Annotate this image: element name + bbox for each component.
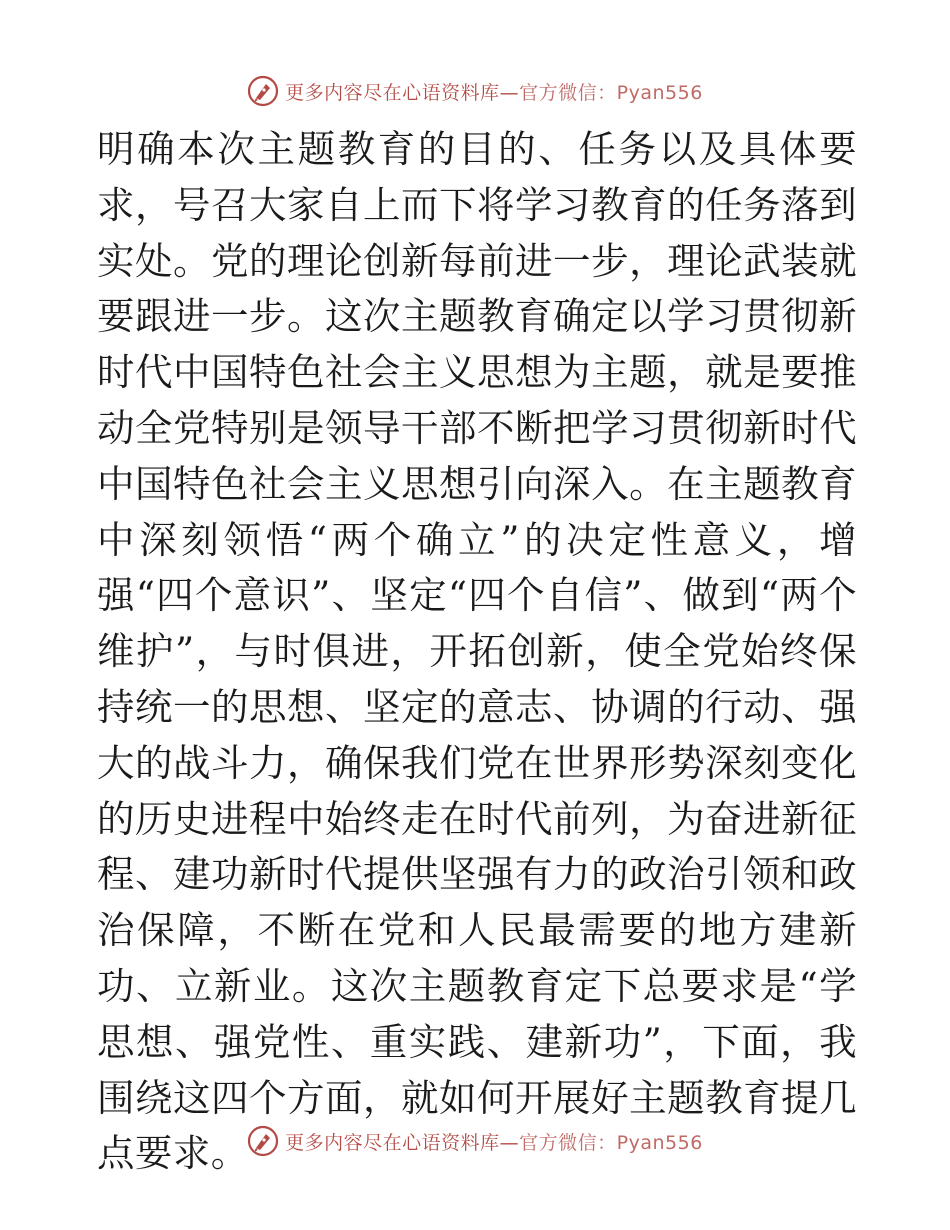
body-paragraph: 明确本次主题教育的目的、任务以及具体要求，号召大家自上而下将学习教育的任务落到实处。党的理论创新每前进一步，理论武装就要跟进一步。这次主题教育确定以学习贯彻新时代中国特色社会主义思想为主题，就是要推动全党特别是领导干部不断把学习贯彻新时代中国特色社会主义思想引向深入。在主题教育中深刻领悟“两个确立”的决定性意义，增强“四个意识”、坚定“四个自信”、做到“两个维护”，与时俱进，开拓创新，使全党始终保持统一的思想、坚定的意志、协调的行动、强大的战斗力，确保我们党在世界形势深刻变化的历史进程中始终走在时代前列，为奋进新征程、建功新时代提供坚强有力的政治引领和政治保障，不断在党和人民最需要的地方建新功、立新业。这次主题教育定下总要求是“学思想、强党性、重实践、建新功”，下面，我围绕这四个方面，就如何开展好主题教育提几点要求。 bbox=[97, 127, 857, 1176]
pen-nib-logo-icon bbox=[247, 75, 279, 107]
header-wechat-text: 官方微信：Pyan556 bbox=[519, 81, 703, 104]
footer-watermark bbox=[0, 1121, 950, 1161]
pen-nib-logo-icon bbox=[247, 1125, 279, 1157]
header-brand-text: 更多内容尽在心语资料库 bbox=[285, 81, 500, 104]
header-separator: — bbox=[499, 81, 520, 104]
footer-brand-text: 更多内容尽在心语资料库 bbox=[285, 1131, 500, 1154]
footer-separator: — bbox=[499, 1131, 520, 1154]
header-watermark bbox=[0, 71, 950, 111]
footer-wechat-text: 官方微信：Pyan556 bbox=[519, 1131, 703, 1154]
